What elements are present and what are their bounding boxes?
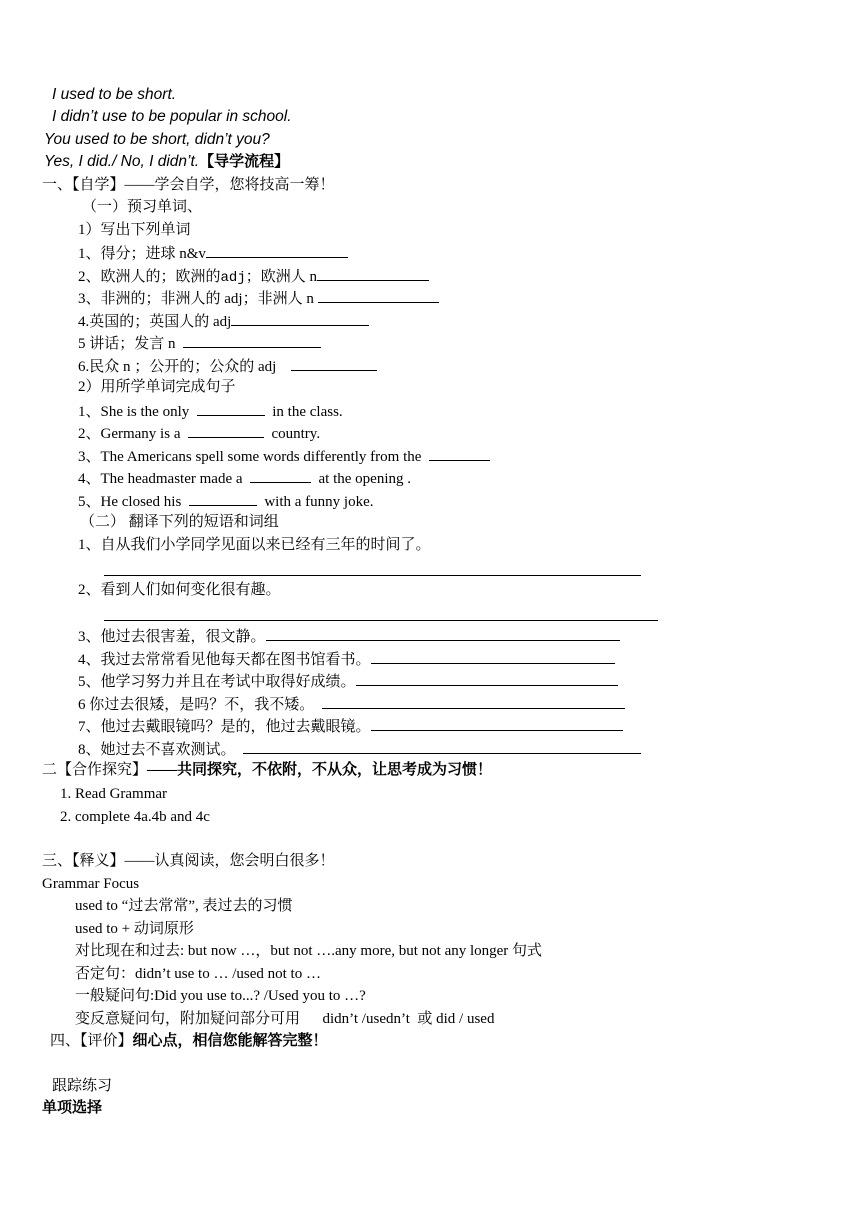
answer-blank[interactable]	[318, 288, 439, 303]
sentence-item-4	[78, 468, 411, 488]
translation-prompt: 7、他过去戴眼镜吗？是的，他过去戴眼镜。	[78, 719, 371, 735]
grammar-note-6: 变反意疑问句，附加疑问部分可用 didn’t /usedn’t 或 did / used	[75, 1011, 495, 1027]
translation-prompt: 4、我过去常常看见他每天都在图书馆看书。	[78, 652, 371, 668]
word-item-5	[78, 333, 321, 353]
answer-blank[interactable]	[371, 716, 623, 731]
sentence-item-1	[78, 401, 343, 421]
answer-blank[interactable]	[197, 401, 265, 416]
answer-blank[interactable]	[356, 671, 618, 686]
section4-heading-tag: 四、【评价】	[50, 1033, 133, 1049]
section2-heading-text: ——共同探究，不依附，不从众，让思考成为习惯！	[147, 762, 493, 778]
section2-heading-tag: 二【合作探究】	[42, 762, 148, 778]
answer-blank[interactable]	[266, 626, 620, 641]
answer-blank[interactable]	[183, 333, 321, 348]
word-prompt: 3、非洲的；非洲人的 adj；非洲人 n	[78, 291, 314, 307]
sentence-start: 4、The headmaster made a	[78, 471, 243, 487]
translation-item-3	[78, 626, 620, 646]
practice-heading: 跟踪练习	[52, 1078, 113, 1094]
sentence-item-5	[78, 491, 373, 511]
grammar-note-1: used to “过去常常”, 表过去的习惯	[75, 898, 293, 914]
translation-item-1: 1、自从我们小学同学见面以来已经有三年的时间了。	[78, 537, 431, 553]
translation-item-2: 2、看到人们如何变化很有趣。	[78, 582, 281, 598]
word-prompt: 6.民众 n ；公开的；公众的 adj	[78, 359, 277, 375]
sentence-end: with a funny joke.	[264, 494, 374, 510]
answer-line[interactable]	[104, 620, 658, 621]
answer-blank[interactable]	[291, 356, 377, 371]
sentence-end: country.	[271, 426, 321, 442]
sentence-end: in the class.	[272, 404, 343, 420]
word-item-1	[78, 243, 348, 263]
translation-prompt: 8、她过去不喜欢测试。	[78, 742, 236, 758]
answer-blank[interactable]	[243, 739, 641, 754]
section1-heading: 一、【自学】——学会自学，您将技高一筹！	[42, 177, 335, 193]
grammar-note-3: 对比现在和过去: but now …，but not ….any more, but not any longer 句式	[75, 943, 543, 959]
word-prompt-adj: adj	[220, 270, 246, 286]
example-answer: Yes, I did./ No, I didn’t.	[44, 153, 200, 170]
example-sentence-2: I didn’t use to be popular in school.	[52, 108, 292, 125]
word-item-3	[78, 288, 439, 308]
word-prompt-end: ；欧洲人 n	[245, 269, 317, 285]
grammar-note-2: used to + 动词原形	[75, 921, 194, 937]
section2-heading	[42, 761, 492, 779]
word-prompt: 5 讲话；发言 n	[78, 336, 176, 352]
section4-heading-text: 细心点，相信您能解答完整！	[132, 1033, 328, 1049]
sentence-item-2	[78, 423, 320, 443]
word-prompt: 4.英国的；英国人的 adj	[78, 314, 232, 330]
single-choice-heading: 单项选择	[42, 1100, 103, 1116]
sentence-item-3	[78, 446, 490, 466]
answer-blank[interactable]	[429, 446, 490, 461]
translation-item-8	[78, 739, 641, 759]
word-item-6	[78, 356, 377, 376]
section1-sub1: （一）预习单词、	[82, 199, 203, 215]
answer-blank[interactable]	[206, 243, 348, 258]
translation-item-4	[78, 649, 615, 669]
word-item-2	[78, 266, 429, 287]
section1-sub1b: 2）用所学单词完成句子	[78, 379, 236, 395]
word-prompt: 1、得分；进球 n&v	[78, 246, 206, 262]
example-sentence-3: You used to be short, didn’t you?	[44, 131, 270, 148]
guide-process-heading: 【导学流程】	[199, 154, 290, 170]
sentence-start: 3、The Americans spell some words differently from the	[78, 449, 422, 465]
sentence-start: 2、Germany is a	[78, 426, 181, 442]
sentence-start: 1、She is the only	[78, 404, 190, 420]
section2-item-2: 2. complete 4a.4b and 4c	[60, 809, 210, 825]
word-prompt: 2、欧洲人的；欧洲的	[78, 269, 221, 285]
answer-blank[interactable]	[188, 423, 264, 438]
section3-heading: 三、【释义】——认真阅读，您会明白很多！	[42, 853, 335, 869]
answer-blank[interactable]	[231, 311, 369, 326]
translation-item-6	[78, 694, 625, 714]
answer-blank[interactable]	[189, 491, 257, 506]
section2-item-1: 1. Read Grammar	[60, 786, 168, 802]
answer-blank[interactable]	[250, 468, 311, 483]
word-item-4	[78, 311, 369, 331]
example-sentence-4	[44, 153, 289, 171]
translation-prompt: 6 你过去很矮，是吗？不，我不矮。	[78, 697, 315, 713]
grammar-focus-title: Grammar Focus	[42, 876, 140, 892]
grammar-note-5: 一般疑问句:Did you use to...? /Used you to …?	[75, 988, 366, 1004]
answer-blank[interactable]	[322, 694, 625, 709]
translation-item-5	[78, 671, 618, 691]
section4-heading	[50, 1032, 328, 1050]
sentence-end: at the opening .	[318, 471, 411, 487]
sentence-start: 5、He closed his	[78, 494, 182, 510]
answer-line[interactable]	[104, 575, 641, 576]
example-sentence-1: I used to be short.	[52, 86, 177, 103]
answer-blank[interactable]	[371, 649, 615, 664]
section1-sub2: （二） 翻译下列的短语和词组	[80, 514, 279, 530]
translation-prompt: 3、他过去很害羞，很文静。	[78, 629, 266, 645]
answer-blank[interactable]	[317, 266, 429, 281]
translation-prompt: 5、他学习努力并且在考试中取得好成绩。	[78, 674, 356, 690]
translation-item-7	[78, 716, 623, 736]
grammar-note-4: 否定句：didn’t use to … /used not to …	[75, 966, 321, 982]
section1-sub1a: 1）写出下列单词	[78, 222, 191, 238]
